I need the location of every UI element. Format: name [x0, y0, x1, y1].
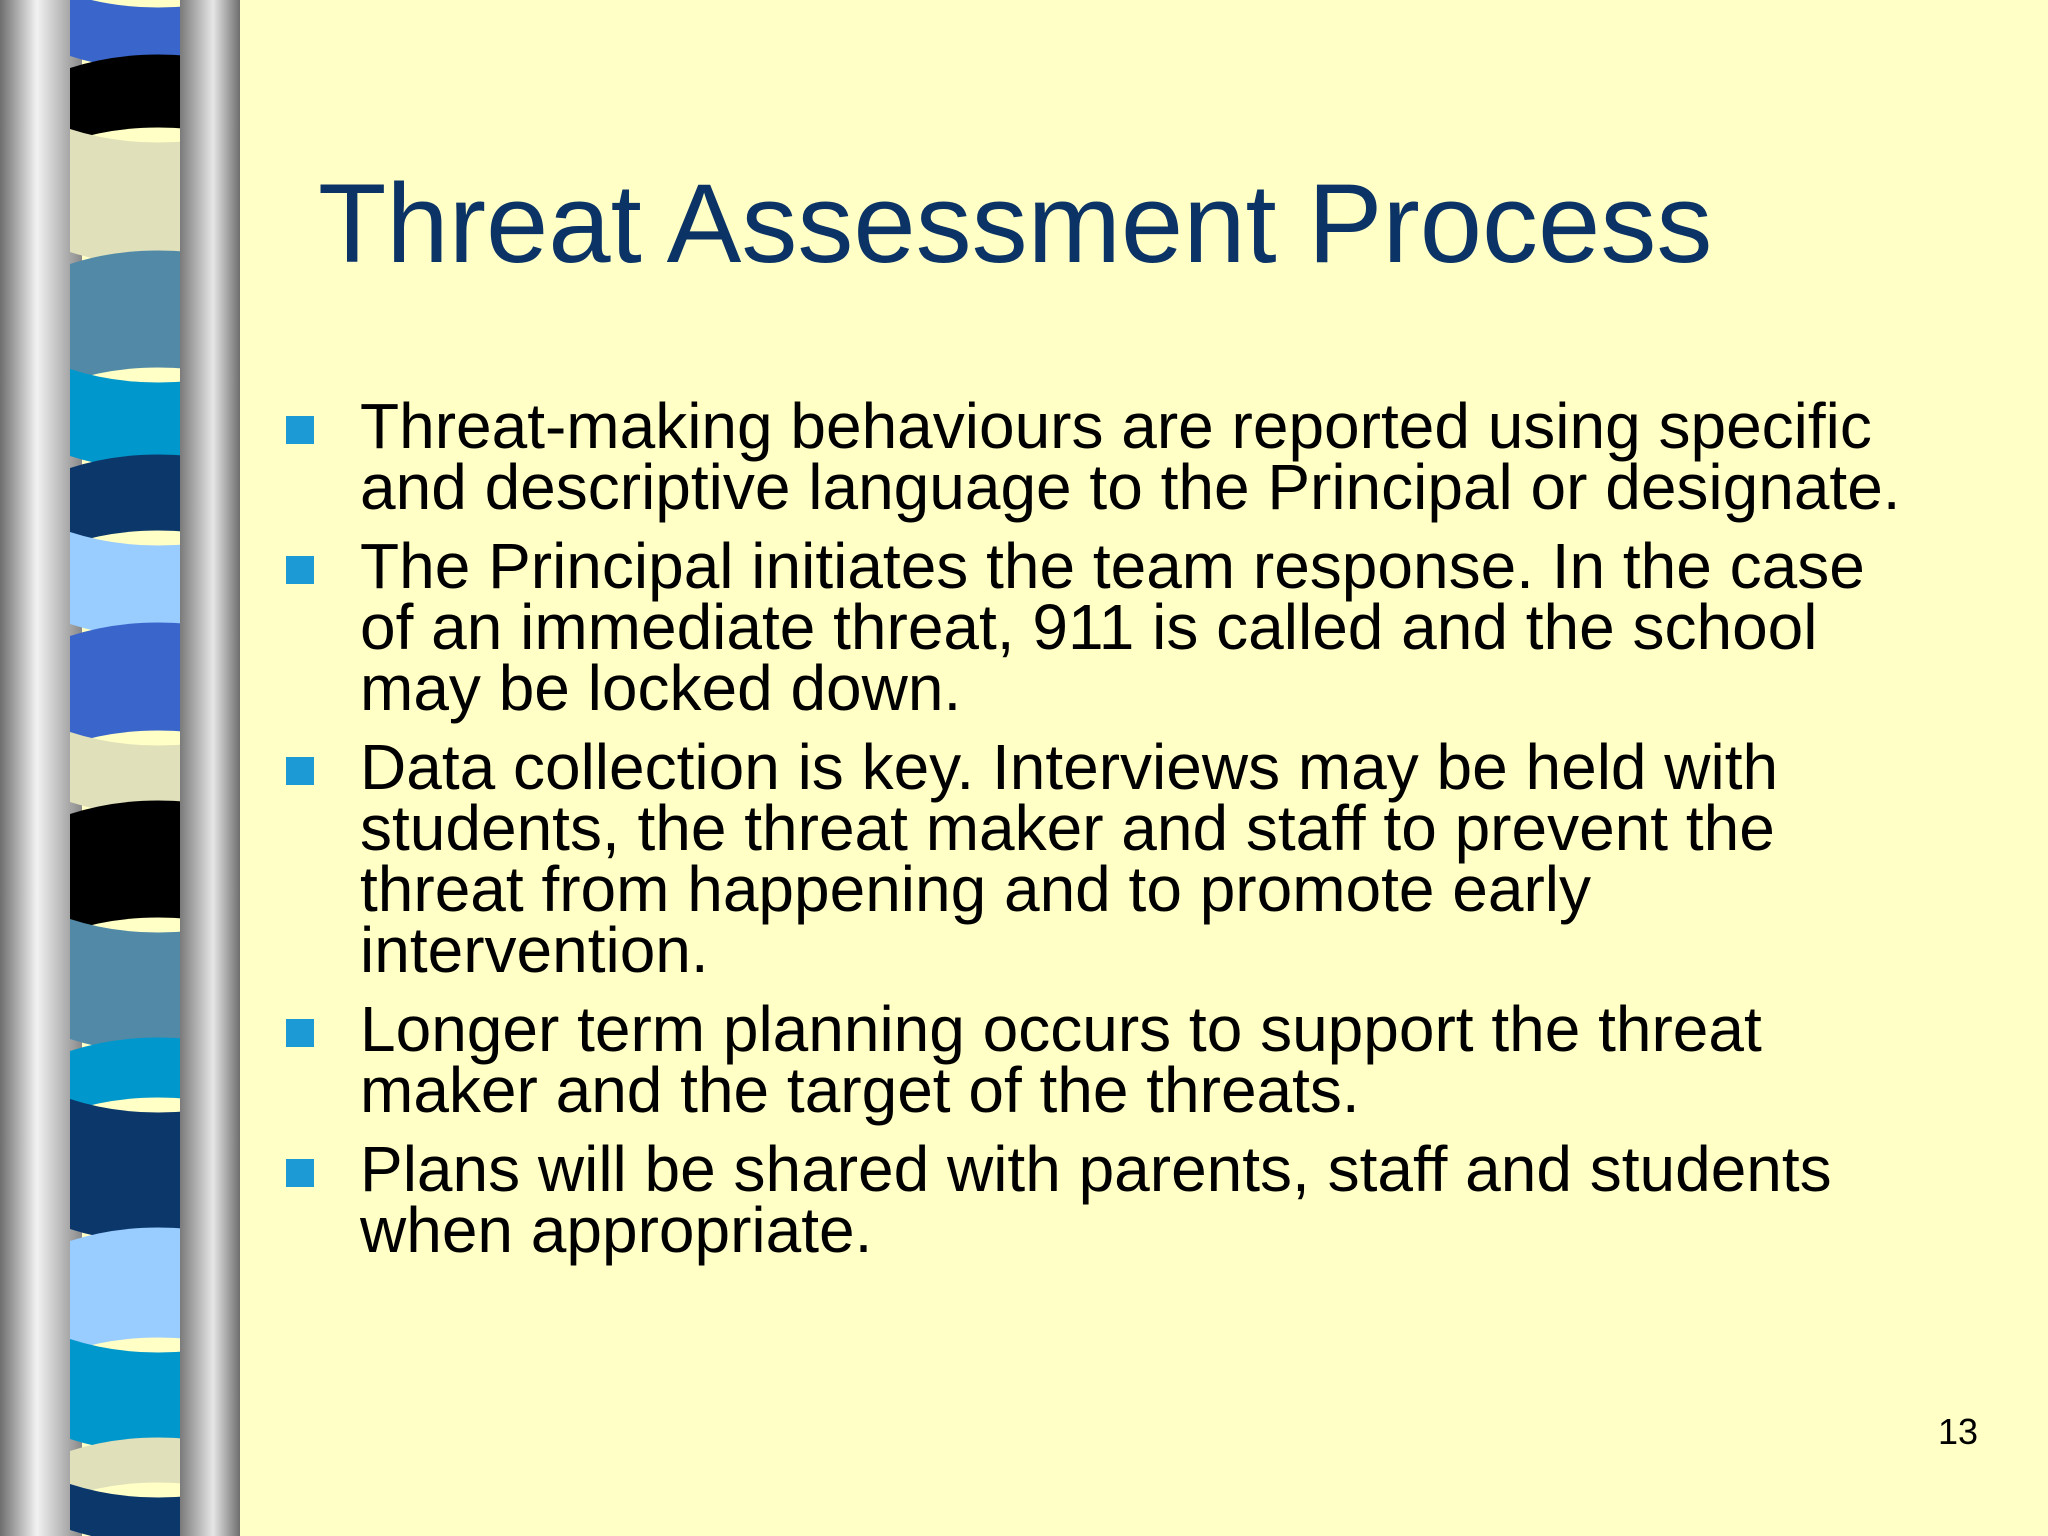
- decorative-side-banner: [0, 0, 240, 1536]
- bullet-list: [286, 390, 2006, 1279]
- square-bullet-icon: [286, 1159, 314, 1187]
- banner-stripe: [70, 1484, 190, 1536]
- banner-stripe: [70, 532, 190, 638]
- bullet-item: [286, 731, 2006, 986]
- bullet-text: Longer term planning occurs to support the threat maker and the target of the threats.: [360, 993, 1762, 1126]
- square-bullet-icon: [286, 1019, 314, 1047]
- left-metal-bar: [0, 0, 82, 1536]
- banner-stripe: [70, 455, 190, 545]
- bullet-item: [286, 530, 2006, 724]
- square-bullet-icon: [286, 416, 314, 444]
- bullet-item: [286, 1133, 2006, 1266]
- banner-stripe: [70, 129, 190, 266]
- slide-title: Threat Assessment Process: [318, 161, 1713, 286]
- square-bullet-icon: [286, 556, 314, 584]
- banner-stripe: [70, 1228, 190, 1352]
- bullet-text: Data collection is key. Interviews may be held with students, the threat maker and staff to prevent the threat from happening and to promote early intervention.: [360, 731, 1779, 986]
- page-number: 13: [1937, 1411, 1978, 1452]
- banner-stripe: [70, 1438, 190, 1497]
- color-stripes: [70, 0, 190, 1536]
- bullet-text: Threat-making behaviours are reported using specific and descriptive language to the Principal or designate.: [360, 390, 1901, 523]
- banner-stripe: [70, 251, 190, 382]
- bullet-text: Plans will be shared with parents, staff and students when appropriate.: [360, 1133, 1832, 1266]
- right-metal-bar: [180, 0, 240, 1536]
- square-bullet-icon: [286, 757, 314, 785]
- banner-stripe: [70, 1099, 190, 1243]
- banner-stripe: [70, 1339, 190, 1453]
- banner-stripe: [70, 55, 190, 142]
- bullet-text: The Principal initiates the team response. In the case of an immediate threat, 911 is called and the school may be locked down.: [360, 530, 1865, 724]
- banner-stripe: [70, 623, 190, 745]
- banner-stripe: [70, 801, 190, 932]
- banner-stripe: [70, 919, 190, 1053]
- bullet-item: [286, 993, 2006, 1126]
- bullet-item: [286, 390, 2006, 523]
- banner-stripe: [70, 1038, 190, 1112]
- banner-stripe: [70, 369, 190, 470]
